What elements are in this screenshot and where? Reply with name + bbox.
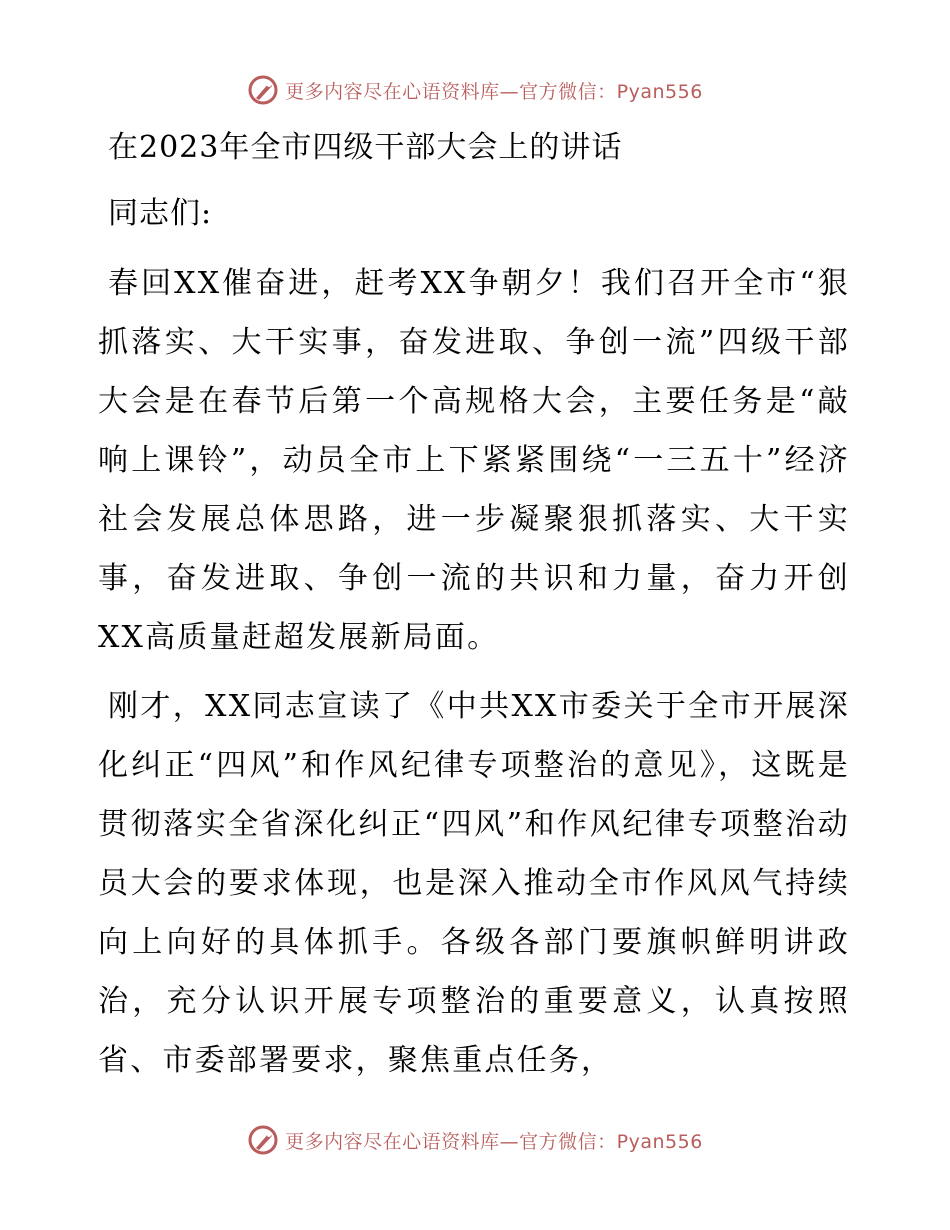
document-body bbox=[98, 122, 850, 1100]
fountain-pen-seal-icon bbox=[247, 1124, 279, 1156]
salutation: 同志们: bbox=[108, 196, 213, 231]
watermark-text: 更多内容尽在心语资料库—官方微信：Pyan556 bbox=[285, 1130, 703, 1153]
document-title: 在2023年全市四级干部大会上的讲话 bbox=[108, 130, 623, 165]
fountain-pen-seal-icon bbox=[247, 74, 279, 106]
paragraph-2: 刚才，XX同志宣读了《中共XX市委关于全市开展深化纠正“四风”和作风纪律专项整治的意见》，这既是贯彻落实全省深化纠正“四风”和作风纪律专项整治动员大会的要求体现，也是深入推动全市作风风气持续向上向好的具体抓手。各级各部门要旗帜鲜明讲政治，充分认识开展专项整治的重要意义，认真按照省、市委部署要求，聚焦重点任务， bbox=[98, 689, 850, 1078]
header-watermark bbox=[0, 72, 950, 108]
watermark-text: 更多内容尽在心语资料库—官方微信：Pyan556 bbox=[285, 80, 703, 103]
paragraph-1: 春回XX催奋进，赶考XX争朝夕！我们召开全市“狠抓落实、大干实事，奋发进取、争创一流”四级干部大会是在春节后第一个高规格大会，主要任务是“敲响上课铃”，动员全市上下紧紧围绕“一三五十”经济社会发展总体思路，进一步凝聚狠抓落实、大干实事，奋发进取、争创一流的共识和力量，奋力开创XX高质量赶超发展新局面。 bbox=[98, 266, 850, 655]
footer-watermark bbox=[0, 1122, 950, 1158]
